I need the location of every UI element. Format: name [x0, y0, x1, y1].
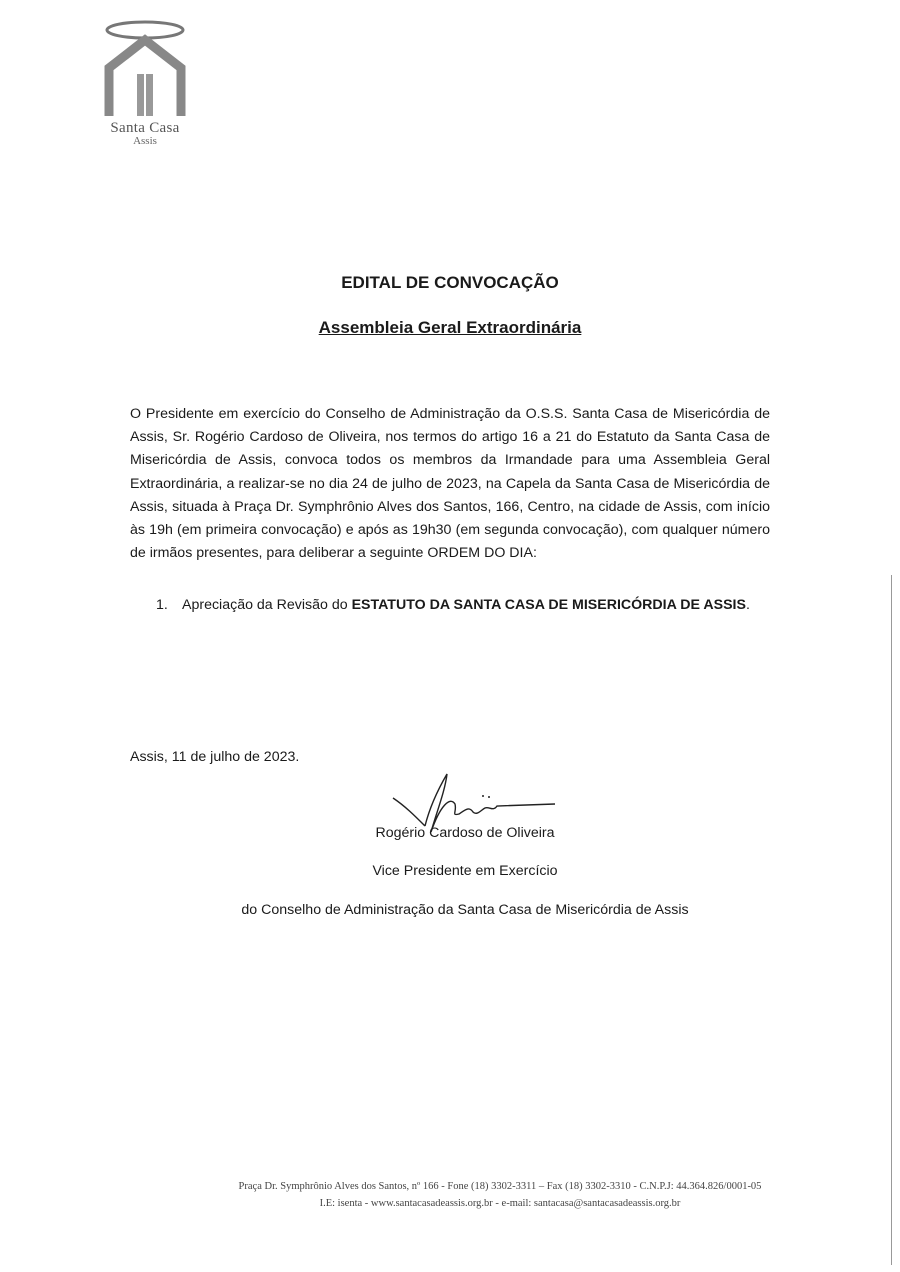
document-title: EDITAL DE CONVOCAÇÃO	[341, 273, 559, 292]
house-halo-icon	[97, 18, 193, 118]
agenda-item	[156, 597, 750, 613]
footer-contact: I.E: isenta - www.santacasadeassis.org.br - e-mail: santacasa@santacasadeassis.org.br	[319, 1198, 681, 1209]
signatory-role: Vice Presidente em Exercício	[372, 863, 558, 879]
agenda-item-number: 1.	[156, 597, 168, 613]
agenda-item-end: .	[745, 597, 750, 613]
signatory-organization: do Conselho de Administração da Santa Casa de Misericórdia de Assis	[241, 902, 689, 918]
place-date: Assis, 11 de julho de 2023.	[130, 749, 300, 765]
agenda-item-text: Apreciação da Revisão do	[182, 597, 352, 613]
signatory-name: Rogério Cardoso de Oliveira	[375, 825, 555, 841]
scan-edge-line	[891, 575, 892, 1265]
footer-address: Praça Dr. Symphrônio Alves dos Santos, nº 166 - Fone (18) 3302-3311 – Fax (18) 3302-3310 - C.N.P.J: 44.364.826/0001-05	[238, 1181, 762, 1192]
agenda-item-bold: ESTATUTO DA SANTA CASA DE MISERICÓRDIA DE ASSIS	[351, 597, 746, 613]
document-subtitle: Assembleia Geral Extraordinária	[318, 318, 582, 337]
santa-casa-logo	[90, 18, 200, 147]
logo-name: Santa Casa	[110, 120, 180, 136]
logo-city: Assis	[133, 135, 157, 147]
document-body: O Presidente em exercício do Conselho de Administração da O.S.S. Santa Casa de Misericórdia de Assis, Sr. Rogério Cardoso de Oliveira, nos termos do artigo 16 a 21 do Estatuto da Santa Casa de Misericórdia de Assis, convoca todos os membros da Irmandade para uma Assembleia Geral Extraordinária, a realizar-se no dia 24 de julho de 2023, na Capela da Santa Casa de Misericórdia de Assis, situada à Praça Dr. Symphrônio Alves dos Santos, 166, Centro, na cidade de Assis, com início às 19h (em primeira convocação) e após as 19h30 (em segunda convocação), com qualquer número de irmãos presentes, para deliberar a seguinte ORDEM DO DIA:	[130, 406, 770, 562]
